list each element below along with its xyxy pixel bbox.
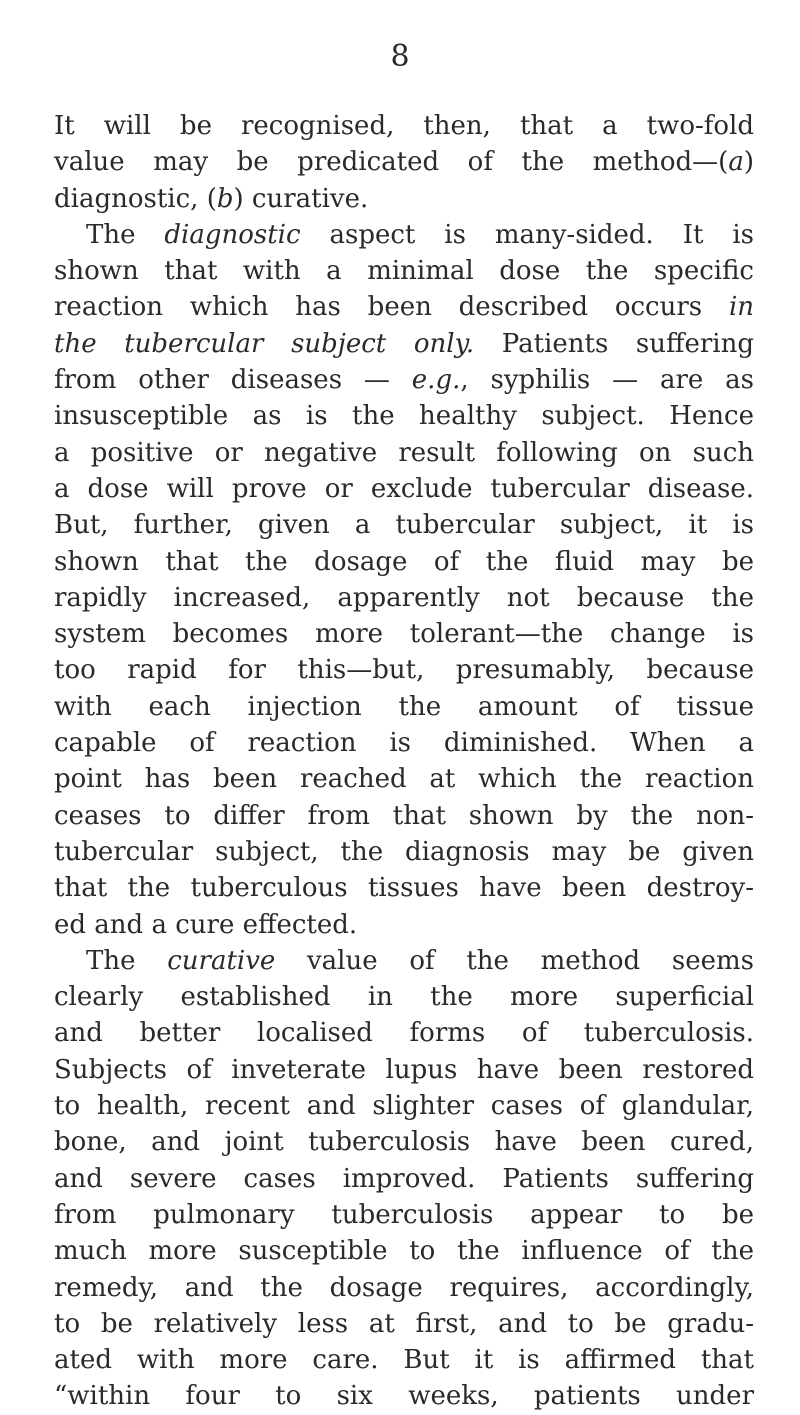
text-run: ceases to differ from that shown by the non- <box>54 800 754 831</box>
text-run: and severe cases improved. Patients suffering <box>54 1163 754 1194</box>
text-line <box>54 979 754 1015</box>
text-line <box>54 689 754 725</box>
text-line <box>54 1233 754 1269</box>
text-line <box>54 1378 754 1414</box>
text-run: ated with more care. But it is affirmed that <box>54 1345 754 1376</box>
text-line <box>54 1270 754 1306</box>
text-line <box>54 108 754 144</box>
text-run: that the tuberculous tissues have been destroy- <box>54 873 754 904</box>
text-run: diagnostic, ( <box>54 183 217 214</box>
text-line <box>54 1306 754 1342</box>
text-line <box>54 362 754 398</box>
paragraph <box>54 943 754 1415</box>
body-text <box>54 108 754 1415</box>
text-line <box>54 761 754 797</box>
text-run: and better localised forms of tuberculosis. <box>54 1018 754 1049</box>
text-run: much more susceptible to the influence of the <box>54 1236 754 1267</box>
text-run: tubercular subject, the diagnosis may be given <box>54 836 754 867</box>
text-line <box>54 471 754 507</box>
text-run: system becomes more tolerant—the change is <box>54 619 754 650</box>
text-line <box>54 798 754 834</box>
italic-text: in <box>728 292 754 323</box>
text-line <box>54 1161 754 1197</box>
italic-text: b <box>216 183 234 214</box>
text-line <box>54 217 754 253</box>
paragraph <box>54 108 754 217</box>
text-line <box>54 1124 754 1160</box>
text-run: remedy, and the dosage requires, accordingly, <box>54 1272 754 1303</box>
paragraph <box>54 217 754 943</box>
page-number: 8 <box>390 39 410 74</box>
text-run: value may be predicated of the method—( <box>54 147 729 178</box>
text-run: ed and a cure effected. <box>54 909 358 940</box>
text-line <box>54 544 754 580</box>
text-line <box>54 181 754 217</box>
text-run: from other diseases — <box>54 365 412 396</box>
text-run: aspect is many-sided. It is <box>300 219 754 250</box>
text-line <box>54 725 754 761</box>
text-run: The <box>86 219 165 250</box>
text-line <box>54 907 754 943</box>
text-run: rapidly increased, apparently not because the <box>54 582 754 613</box>
text-line <box>54 507 754 543</box>
text-line <box>54 326 754 362</box>
text-run: “within four to six weeks, patients under <box>54 1381 754 1412</box>
text-line <box>54 144 754 180</box>
text-run: It will be recognised, then, that a two-fold <box>54 111 754 141</box>
text-line <box>54 1197 754 1233</box>
text-run: Subjects of inveterate lupus have been restored <box>54 1054 754 1085</box>
text-run: insusceptible as is the healthy subject. Hence <box>54 401 754 432</box>
text-run: from pulmonary tuberculosis appear to be <box>54 1199 754 1230</box>
text-run: Patients suffering <box>474 328 755 359</box>
text-run: bone, and joint tuberculosis have been cured, <box>54 1127 754 1158</box>
text-line <box>54 289 754 325</box>
text-run: The <box>86 945 168 976</box>
text-run: reaction which has been described occurs <box>54 292 729 323</box>
text-run: capable of reaction is diminished. When a <box>54 728 754 759</box>
text-line <box>54 398 754 434</box>
text-run: , syphilis — are as <box>460 365 754 396</box>
text-run: ) curative. <box>233 183 369 214</box>
text-run: But, further, given a tubercular subject, it is <box>54 510 754 541</box>
text-line <box>54 616 754 652</box>
text-line <box>54 1088 754 1124</box>
text-run: a dose will prove or exclude tubercular disease. <box>54 473 754 504</box>
text-run: value of the method seems <box>275 945 754 976</box>
text-run: to health, recent and slighter cases of glandular, <box>54 1091 754 1122</box>
text-run: clearly established in the more superficial <box>54 982 754 1013</box>
text-line <box>54 253 754 289</box>
italic-text: a <box>728 147 744 178</box>
text-line <box>54 1015 754 1051</box>
text-line <box>54 870 754 906</box>
text-run: to be relatively less at first, and to be gradu- <box>54 1308 754 1339</box>
italic-text: diagnostic <box>164 219 301 250</box>
italic-text: the tubercular subject only. <box>54 328 475 359</box>
text-line <box>54 580 754 616</box>
text-run: with each injection the amount of tissue <box>54 691 754 722</box>
text-run: shown that with a minimal dose the specific <box>54 256 754 287</box>
italic-text: e.g. <box>411 365 461 396</box>
text-line <box>54 435 754 471</box>
text-line <box>54 652 754 688</box>
text-run: point has been reached at which the reaction <box>54 764 754 795</box>
text-run: a positive or negative result following on such <box>54 437 754 468</box>
text-run: shown that the dosage of the fluid may be <box>54 546 754 577</box>
text-line <box>54 943 754 979</box>
text-line <box>54 834 754 870</box>
text-run: too rapid for this—but, presumably, because <box>54 655 754 686</box>
text-run: ) <box>743 147 754 178</box>
italic-text: curative <box>167 945 276 976</box>
text-line <box>54 1052 754 1088</box>
text-line <box>54 1342 754 1378</box>
